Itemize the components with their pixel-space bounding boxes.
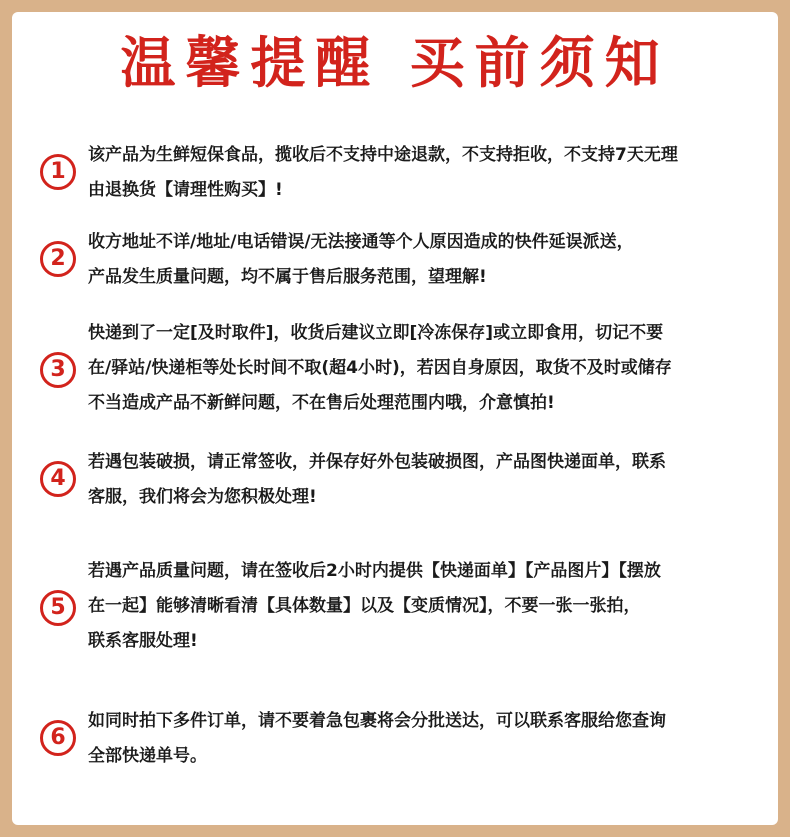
notice-text-2: [88, 225, 760, 295]
notice-line: 全部快递单号。: [88, 746, 207, 766]
notice-line: 如同时拍下多件订单，请不要着急包裹将会分批送达，可以联系客服给您查询: [88, 711, 666, 731]
notice-text-4: [88, 445, 760, 515]
notice-line: 若遇包装破损，请正常签收，并保存好外包装破损图，产品图快递面单，联系: [88, 452, 666, 472]
notice-line: 不当造成产品不新鲜问题，不在售后处理范围内哦，介意慎拍!: [88, 393, 555, 413]
notice-text-1: [88, 138, 760, 208]
circled-number-2: 2: [40, 241, 76, 277]
circled-number-4: 4: [40, 461, 76, 497]
notice-line: 在一起】能够清晰看清【具体数量】以及【变质情况】，不要一张一张拍，: [88, 596, 641, 616]
notice-line: 产品发生质量问题，均不属于售后服务范围，望理解!: [88, 267, 487, 287]
notice-line: 联系客服处理!: [88, 631, 198, 651]
notice-line: 快递到了一定[及时取件]，收货后建议立即[冷冻保存]或立即食用，切记不要: [88, 323, 664, 343]
notice-line: 在/驿站/快递柜等处长时间不取(超4小时)，若因自身原因，取货不及时或储存: [88, 358, 672, 378]
notice-text-5: [88, 554, 760, 659]
notice-line: 客服，我们将会为您积极处理!: [88, 487, 317, 507]
circled-number-1: 1: [40, 154, 76, 190]
page-title: 温馨提醒 买前须知: [120, 31, 670, 95]
notice-text-3: [88, 316, 760, 421]
notice-line: 该产品为生鲜短保食品，揽收后不支持中途退款，不支持拒收，不支持7天无理: [88, 145, 678, 165]
notice-line: 收方地址不详/地址/电话错误/无法接通等个人原因造成的快件延误派送，: [88, 232, 634, 252]
circled-number-5: 5: [40, 590, 76, 626]
circled-number-3: 3: [40, 352, 76, 388]
notice-line: 由退换货【请理性购买】!: [88, 180, 283, 200]
notice-text-6: [88, 704, 760, 774]
circled-number-6: 6: [40, 720, 76, 756]
notice-line: 若遇产品质量问题，请在签收后2小时内提供【快递面单】【产品图片】【摆放: [88, 561, 661, 581]
